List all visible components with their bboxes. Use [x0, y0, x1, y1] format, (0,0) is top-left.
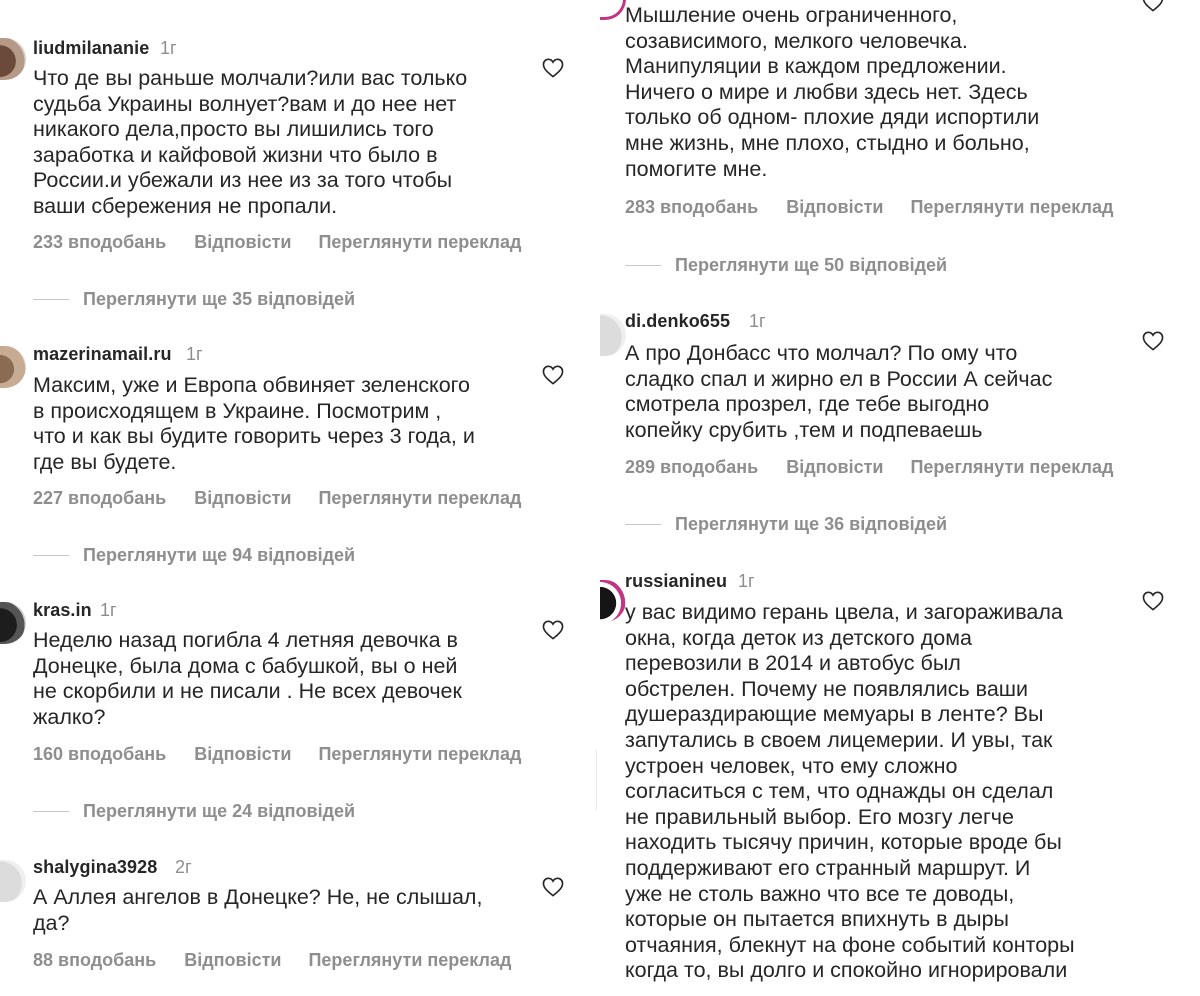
replies-line	[625, 265, 661, 266]
comment-text: Что де вы раньше молчали?или вас только судьба Украины волнует?вам и до нее нет никакого дела,просто вы лишились того заработка и кайфовой жизни что было в России.и убежали из нее из за того чтобы ваши сбережения не пропали.	[33, 66, 468, 218]
comment-time: 2г	[175, 857, 192, 877]
likes-count[interactable]: 88 вподобань	[33, 950, 157, 970]
comment-time: 1г	[186, 344, 203, 364]
heart-icon[interactable]	[542, 620, 564, 640]
comment-actions	[33, 488, 521, 509]
comment-username[interactable]: kras.in	[33, 600, 92, 620]
comment-username[interactable]: russianineu	[625, 571, 728, 591]
comment-time: 1г	[738, 571, 755, 591]
heart-icon[interactable]	[542, 877, 564, 897]
heart-icon[interactable]	[1142, 591, 1164, 611]
comment-actions	[33, 232, 521, 253]
heart-icon[interactable]	[1142, 331, 1164, 351]
comment-actions	[625, 197, 1113, 218]
comment-text: Максим, уже и Европа обвиняет зеленского в происходящем в Украине. Посмотрим , что и как вы будите говорить через 3 года, и где вы будете.	[33, 373, 475, 474]
comment-time: 1г	[100, 600, 117, 620]
likes-count[interactable]: 160 вподобань	[33, 744, 167, 764]
translate-button[interactable]: Переглянути переклад	[318, 488, 522, 508]
view-replies-label: Переглянути ще 94 відповідей	[83, 545, 356, 565]
translate-button[interactable]: Переглянути переклад	[308, 950, 512, 970]
comment-text: А про Донбасс что молчал? По ому что сладко спал и жирно ел в России А сейчас смотрела прозрел, где тебе выгодно копейку срубить ,тем и подпеваешь	[625, 341, 1053, 442]
reply-button[interactable]: Відповісти	[786, 457, 884, 477]
reply-button[interactable]: Відповісти	[194, 744, 292, 764]
avatar[interactable]	[0, 38, 26, 80]
likes-count[interactable]: 227 вподобань	[33, 488, 167, 508]
comment-time: 1г	[749, 311, 766, 331]
likes-count[interactable]: 283 вподобань	[625, 197, 759, 217]
view-replies-button[interactable]	[33, 289, 355, 310]
comment-username[interactable]: mazerinamail.ru	[33, 344, 172, 364]
replies-line	[33, 299, 69, 300]
view-replies-button[interactable]	[33, 545, 355, 566]
comment-text: Мышление очень ограниченного, созависимого, мелкого человечка. Манипуляции в каждом предложении. Ничего о мире и любви здесь нет. Здесь только об одном- плохие дяди испортили мне жизнь, мне плохо, стыдно и больно, помогите мне.	[625, 3, 1040, 181]
heart-icon[interactable]	[542, 365, 564, 385]
comment-username[interactable]: di.denko655	[625, 311, 731, 331]
comment-actions	[625, 457, 1113, 478]
comment-text: у вас видимо герань цвела, и загораживала окна, когда деток из детского дома перевозили в 2014 и автобус был обстрелен. Почему не появлялись ваши душераздирающие мемуары в ленте? Вы запутались в своем лицемерии. И увы, так устроен человек, что ему сложно согласиться с тем, что однажды он сделал не правильный выбор. Его мозгу легче находить тысячу причин, которые вроде бы поддерживают его странный маршрут. И уже не столь важно что все те доводы, которые он пытается впихнуть в дыры отчаяния, блекнут на фоне событий конторы когда то, вы долго и спокойно игнорировали	[625, 600, 1075, 983]
view-replies-label: Переглянути ще 24 відповідей	[83, 801, 356, 821]
likes-count[interactable]: 233 вподобань	[33, 232, 167, 252]
comment-username[interactable]: shalygina3928	[33, 857, 158, 877]
comment-text: А Аллея ангелов в Донецке? Не, не слышал, да?	[33, 885, 483, 935]
heart-icon[interactable]	[1142, 0, 1164, 12]
replies-line	[625, 524, 661, 525]
reply-button[interactable]: Відповісти	[184, 950, 282, 970]
view-replies-label: Переглянути ще 35 відповідей	[83, 289, 356, 309]
avatar[interactable]	[0, 602, 26, 644]
comment-time: 1г	[160, 38, 177, 58]
likes-count[interactable]: 289 вподобань	[625, 457, 759, 477]
avatar[interactable]	[0, 346, 26, 388]
comment-text: Неделю назад погибла 4 летняя девочка в Донецке, была дома с бабушкой, вы о ней не скорбили и не писали . Не всех девочек жалко?	[33, 628, 462, 729]
comment-actions	[33, 744, 521, 765]
translate-button[interactable]: Переглянути переклад	[910, 197, 1114, 217]
avatar[interactable]	[0, 860, 26, 902]
column-divider	[596, 750, 597, 810]
translate-button[interactable]: Переглянути переклад	[910, 457, 1114, 477]
view-replies-label: Переглянути ще 36 відповідей	[675, 514, 948, 534]
heart-icon[interactable]	[542, 58, 564, 78]
avatar[interactable]	[600, 314, 626, 356]
view-replies-button[interactable]	[625, 514, 947, 535]
left-comments-panel	[0, 0, 592, 996]
avatar[interactable]	[600, 580, 626, 622]
comment-username[interactable]: liudmilananie	[33, 38, 150, 58]
translate-button[interactable]: Переглянути переклад	[318, 744, 522, 764]
reply-button[interactable]: Відповісти	[194, 488, 292, 508]
right-comments-panel	[600, 0, 1200, 996]
view-replies-button[interactable]	[625, 255, 947, 276]
replies-line	[33, 811, 69, 812]
comment-actions	[33, 950, 511, 971]
translate-button[interactable]: Переглянути переклад	[318, 232, 522, 252]
replies-line	[33, 555, 69, 556]
view-replies-label: Переглянути ще 50 відповідей	[675, 255, 948, 275]
reply-button[interactable]: Відповісти	[786, 197, 884, 217]
reply-button[interactable]: Відповісти	[194, 232, 292, 252]
view-replies-button[interactable]	[33, 801, 355, 822]
avatar[interactable]	[600, 0, 626, 20]
